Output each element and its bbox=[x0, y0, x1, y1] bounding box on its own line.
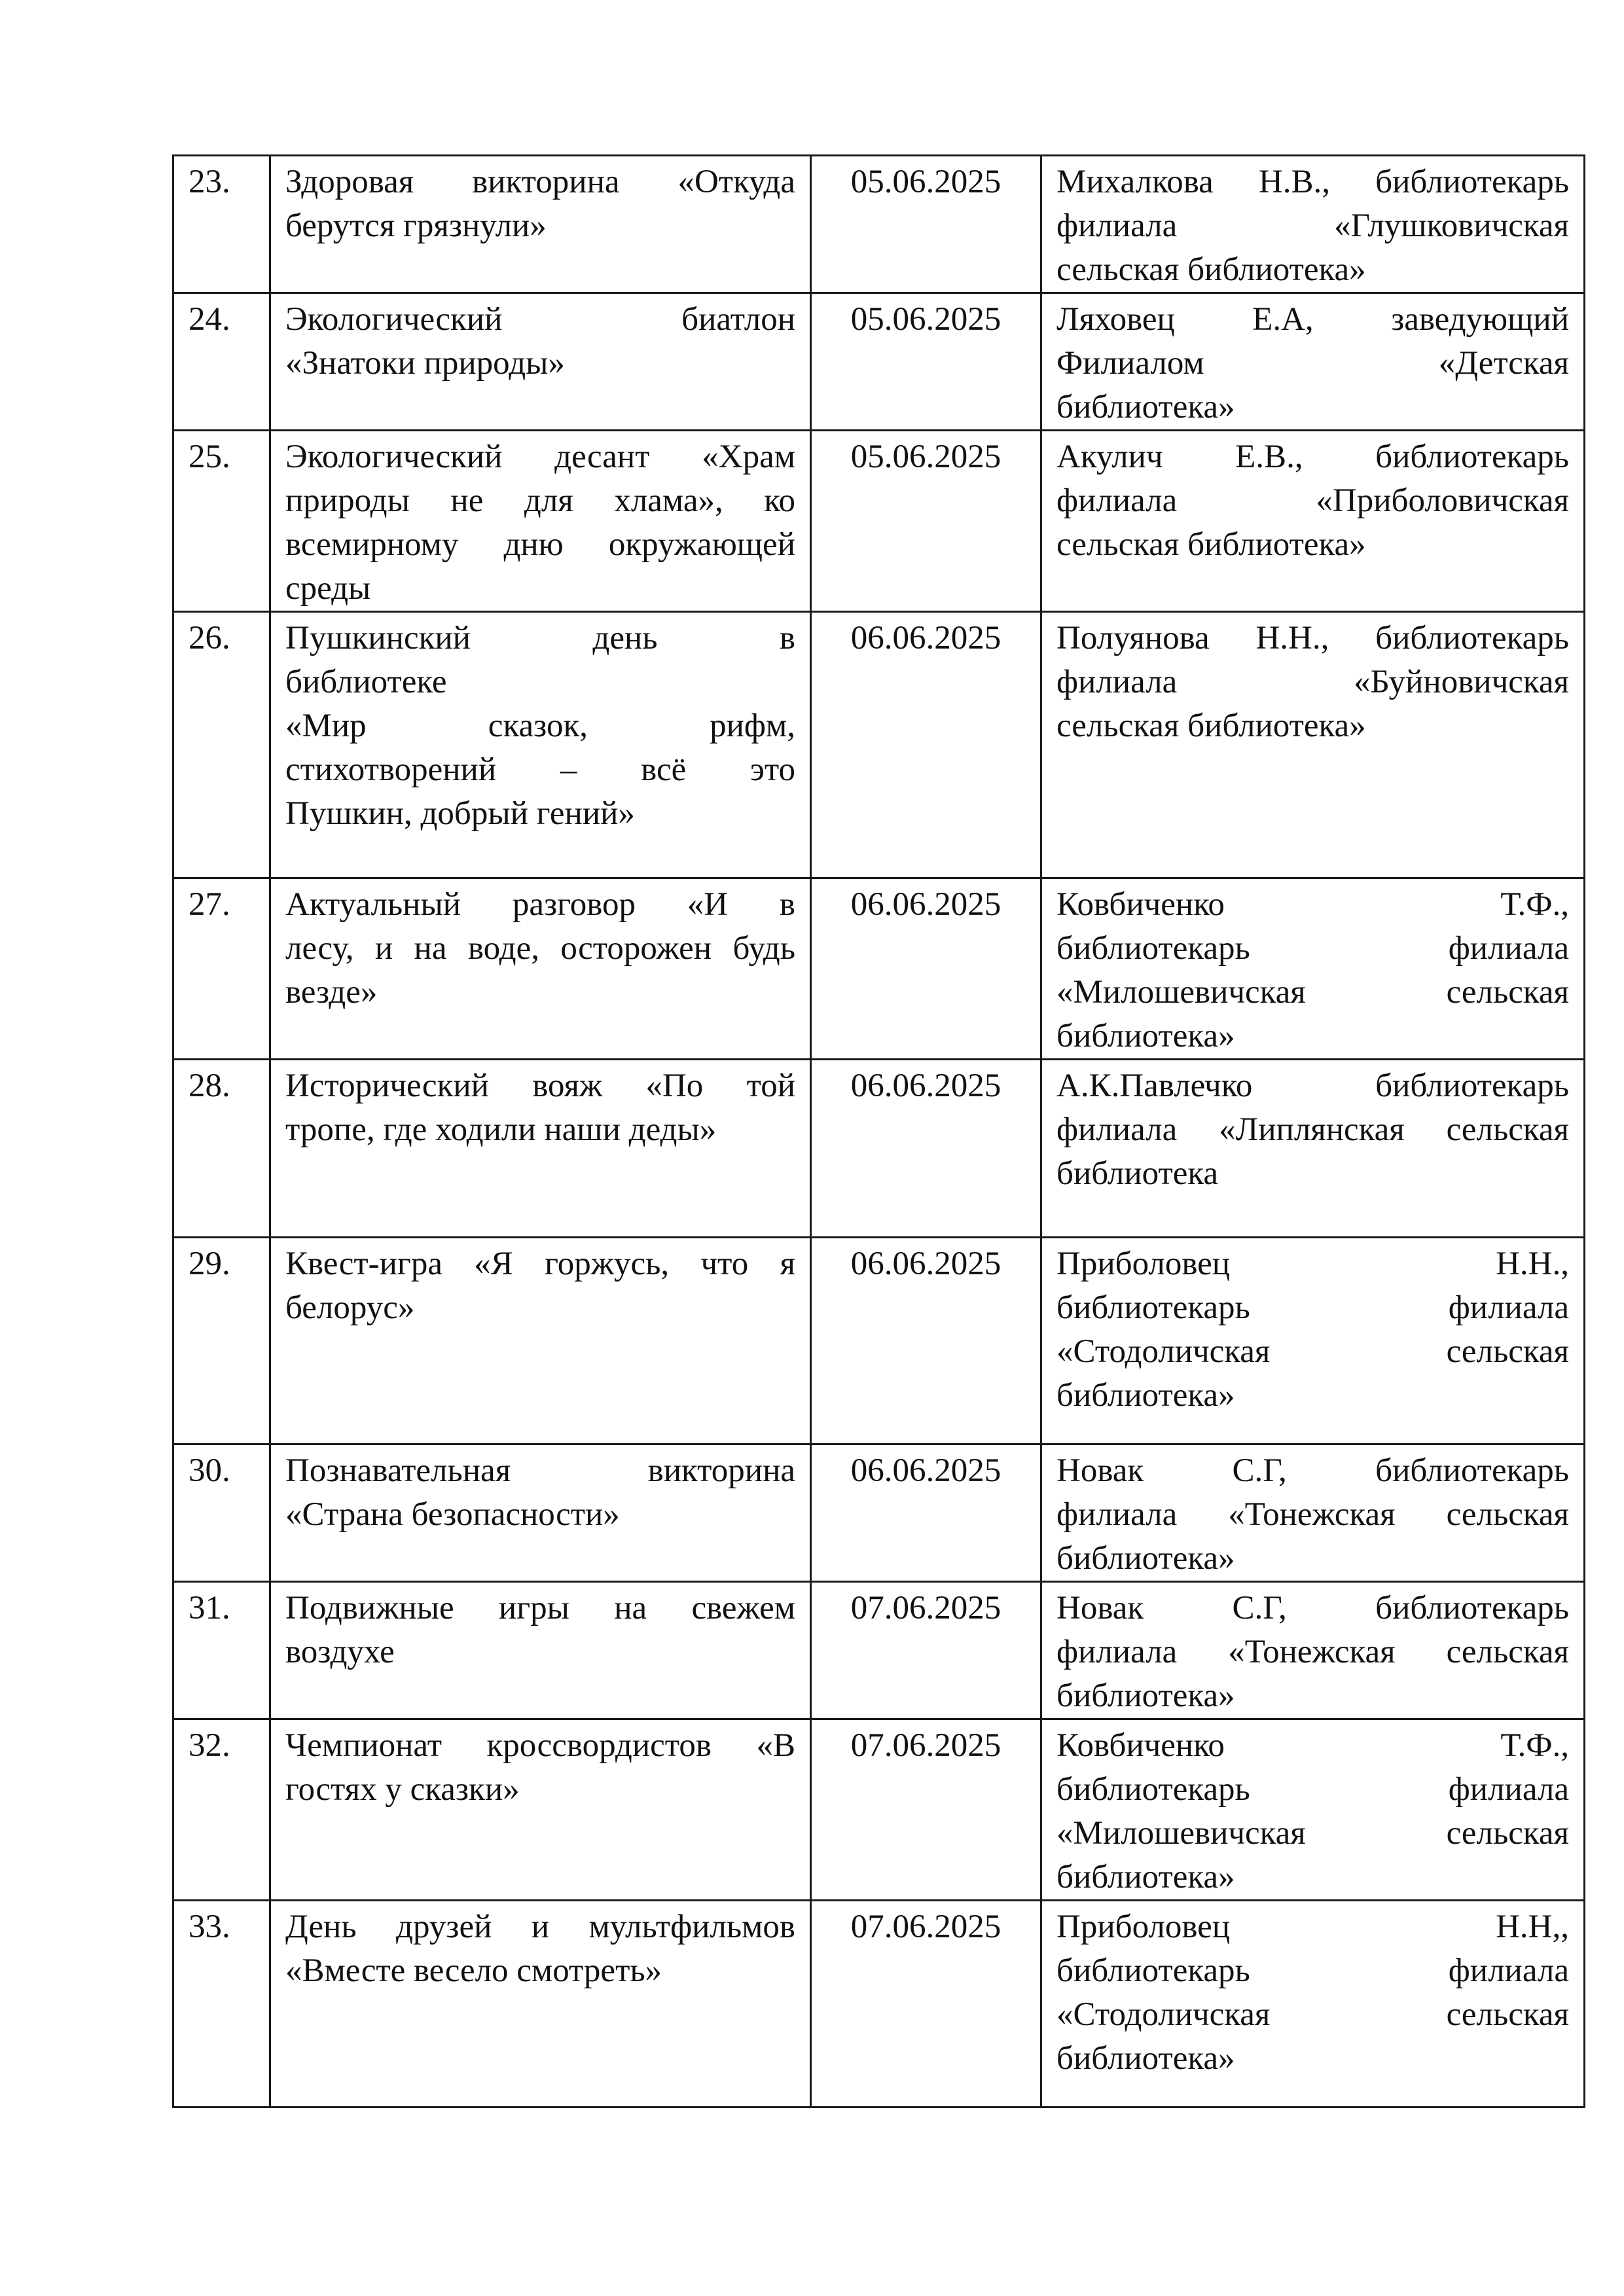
event-date: 05.06.2025 bbox=[811, 293, 1041, 431]
responsible-person-line: филиала «Приболовичская bbox=[1056, 482, 1569, 519]
row-number: 33. bbox=[173, 1901, 270, 2108]
event-title bbox=[270, 431, 811, 612]
event-date: 06.06.2025 bbox=[811, 1060, 1041, 1238]
responsible-person-line: Ляховец Е.А, заведующий bbox=[1056, 301, 1569, 338]
responsible-person-line: «Милошевичская сельская bbox=[1056, 1815, 1569, 1852]
event-title-line: Квест-игра «Я горжусь, что я bbox=[285, 1246, 795, 1282]
event-title bbox=[270, 1901, 811, 2108]
event-title-line: берутся грязнули» bbox=[285, 207, 547, 244]
table-row bbox=[173, 1238, 1585, 1444]
event-title bbox=[270, 293, 811, 431]
responsible-person-line: библиотека bbox=[1056, 1155, 1219, 1192]
responsible-person-line: сельская библиотека» bbox=[1056, 526, 1366, 563]
event-title bbox=[270, 1238, 811, 1444]
responsible-person-line: филиала «Липлянская сельская bbox=[1056, 1111, 1569, 1148]
table-row bbox=[173, 1901, 1585, 2108]
responsible-person bbox=[1041, 1582, 1585, 1719]
responsible-person-line: Полуянова Н.Н., библиотекарь bbox=[1056, 620, 1569, 656]
responsible-person-line: библиотекарь филиала bbox=[1056, 1771, 1569, 1808]
event-title bbox=[270, 612, 811, 878]
responsible-person bbox=[1041, 1719, 1585, 1901]
row-number: 32. bbox=[173, 1719, 270, 1901]
responsible-person bbox=[1041, 1901, 1585, 2108]
event-title-line: Чемпионат кроссвордистов «В bbox=[285, 1727, 795, 1764]
event-date: 06.06.2025 bbox=[811, 612, 1041, 878]
responsible-person-line: филиала «Тонежская сельская bbox=[1056, 1496, 1569, 1533]
responsible-person-line: филиала «Глушковичская bbox=[1056, 207, 1569, 244]
responsible-person-line: библиотека» bbox=[1056, 1377, 1235, 1414]
row-number: 25. bbox=[173, 431, 270, 612]
responsible-person-line: «Стодоличская сельская bbox=[1056, 1996, 1569, 2033]
responsible-person-line: библиотека» bbox=[1056, 1859, 1235, 1895]
table-row bbox=[173, 293, 1585, 431]
table-row bbox=[173, 1060, 1585, 1238]
event-title-line: всемирному дню окружающей bbox=[285, 526, 795, 563]
event-title-line: Экологический биатлон bbox=[285, 301, 795, 338]
events-table-body bbox=[173, 156, 1585, 2108]
responsible-person-line: Ковбиченко Т.Ф., bbox=[1056, 1727, 1569, 1764]
event-title-line: природы не для хлама», ко bbox=[285, 482, 795, 519]
event-date: 06.06.2025 bbox=[811, 1444, 1041, 1582]
responsible-person-line: Михалкова Н.В., библиотекарь bbox=[1056, 164, 1569, 200]
responsible-person-line: Ковбиченко Т.Ф., bbox=[1056, 886, 1569, 923]
event-title-line: Здоровая викторина «Откуда bbox=[285, 164, 795, 200]
responsible-person bbox=[1041, 156, 1585, 293]
table-row bbox=[173, 1719, 1585, 1901]
responsible-person-line: филиала «Тонежская сельская bbox=[1056, 1634, 1569, 1670]
event-title-line: везде» bbox=[285, 974, 378, 1011]
responsible-person-line: библиотека» bbox=[1056, 2040, 1235, 2077]
responsible-person-line: библиотека» bbox=[1056, 1677, 1235, 1714]
event-title-line: лесу, и на воде, осторожен будь bbox=[285, 930, 795, 967]
responsible-person-line: Новак С.Г, библиотекарь bbox=[1056, 1452, 1569, 1489]
event-title bbox=[270, 1719, 811, 1901]
event-title-line: тропе, где ходили наши деды» bbox=[285, 1111, 717, 1148]
event-title-line: «Вместе весело смотреть» bbox=[285, 1952, 662, 1989]
responsible-person-line: библиотека» bbox=[1056, 1540, 1235, 1577]
event-date: 06.06.2025 bbox=[811, 878, 1041, 1060]
table-row bbox=[173, 431, 1585, 612]
responsible-person-line: Филиалом «Детская bbox=[1056, 345, 1569, 382]
row-number: 23. bbox=[173, 156, 270, 293]
table-row bbox=[173, 156, 1585, 293]
responsible-person-line: библиотека» bbox=[1056, 389, 1235, 425]
event-date: 05.06.2025 bbox=[811, 156, 1041, 293]
responsible-person bbox=[1041, 612, 1585, 878]
event-title-line: Экологический десант «Храм bbox=[285, 439, 795, 475]
row-number: 26. bbox=[173, 612, 270, 878]
event-date: 07.06.2025 bbox=[811, 1901, 1041, 2108]
table-row bbox=[173, 1444, 1585, 1582]
responsible-person bbox=[1041, 878, 1585, 1060]
responsible-person-line: Приболовец Н.Н,, bbox=[1056, 1909, 1569, 1945]
row-number: 29. bbox=[173, 1238, 270, 1444]
responsible-person bbox=[1041, 1060, 1585, 1238]
event-title-line: стихотворений – всё это bbox=[285, 751, 795, 788]
event-title bbox=[270, 1444, 811, 1582]
table-row bbox=[173, 612, 1585, 878]
responsible-person-line: библиотека» bbox=[1056, 1018, 1235, 1054]
event-date: 07.06.2025 bbox=[811, 1582, 1041, 1719]
event-title bbox=[270, 878, 811, 1060]
event-title-line: «Мир сказок, рифм, bbox=[285, 708, 795, 744]
row-number: 28. bbox=[173, 1060, 270, 1238]
event-date: 07.06.2025 bbox=[811, 1719, 1041, 1901]
responsible-person-line: библиотекарь филиала bbox=[1056, 1952, 1569, 1989]
responsible-person-line: Акулич Е.В., библиотекарь bbox=[1056, 439, 1569, 475]
responsible-person-line: филиала «Буйновичская bbox=[1056, 664, 1569, 700]
row-number: 24. bbox=[173, 293, 270, 431]
responsible-person-line: Приболовец Н.Н., bbox=[1056, 1246, 1569, 1282]
table-row bbox=[173, 1582, 1585, 1719]
event-title-line: День друзей и мультфильмов bbox=[285, 1909, 795, 1945]
event-title bbox=[270, 1582, 811, 1719]
event-title-line: Исторический вояж «По той bbox=[285, 1067, 795, 1104]
event-title-line: «Страна безопасности» bbox=[285, 1496, 620, 1533]
event-title-line: гостях у сказки» bbox=[285, 1771, 520, 1808]
responsible-person-line: библиотекарь филиала bbox=[1056, 930, 1569, 967]
events-table bbox=[172, 154, 1585, 2108]
event-title-line: среды bbox=[285, 570, 371, 607]
row-number: 30. bbox=[173, 1444, 270, 1582]
event-title bbox=[270, 1060, 811, 1238]
responsible-person bbox=[1041, 1238, 1585, 1444]
event-title-line: Подвижные игры на свежем bbox=[285, 1590, 795, 1626]
row-number: 27. bbox=[173, 878, 270, 1060]
responsible-person-line: «Стодоличская сельская bbox=[1056, 1333, 1569, 1370]
event-title-line: воздухе bbox=[285, 1634, 395, 1670]
event-title bbox=[270, 156, 811, 293]
responsible-person-line: А.К.Павлечко библиотекарь bbox=[1056, 1067, 1569, 1104]
event-title-line: Актуальный разговор «И в bbox=[285, 886, 795, 923]
responsible-person-line: «Милошевичская сельская bbox=[1056, 974, 1569, 1011]
responsible-person-line: сельская библиотека» bbox=[1056, 251, 1366, 288]
responsible-person-line: библиотекарь филиала bbox=[1056, 1289, 1569, 1326]
event-title-line: Познавательная викторина bbox=[285, 1452, 795, 1489]
event-title-line: Пушкин, добрый гений» bbox=[285, 795, 635, 832]
responsible-person-line: Новак С.Г, библиотекарь bbox=[1056, 1590, 1569, 1626]
responsible-person-line: сельская библиотека» bbox=[1056, 708, 1366, 744]
responsible-person bbox=[1041, 431, 1585, 612]
responsible-person bbox=[1041, 1444, 1585, 1582]
row-number: 31. bbox=[173, 1582, 270, 1719]
event-title-line: белорус» bbox=[285, 1289, 415, 1326]
event-title-line: Пушкинский день в bbox=[285, 620, 795, 656]
event-title-line: библиотеке bbox=[285, 664, 447, 700]
table-row bbox=[173, 878, 1585, 1060]
event-date: 05.06.2025 bbox=[811, 431, 1041, 612]
event-title-line: «Знатоки природы» bbox=[285, 345, 565, 382]
event-date: 06.06.2025 bbox=[811, 1238, 1041, 1444]
responsible-person bbox=[1041, 293, 1585, 431]
